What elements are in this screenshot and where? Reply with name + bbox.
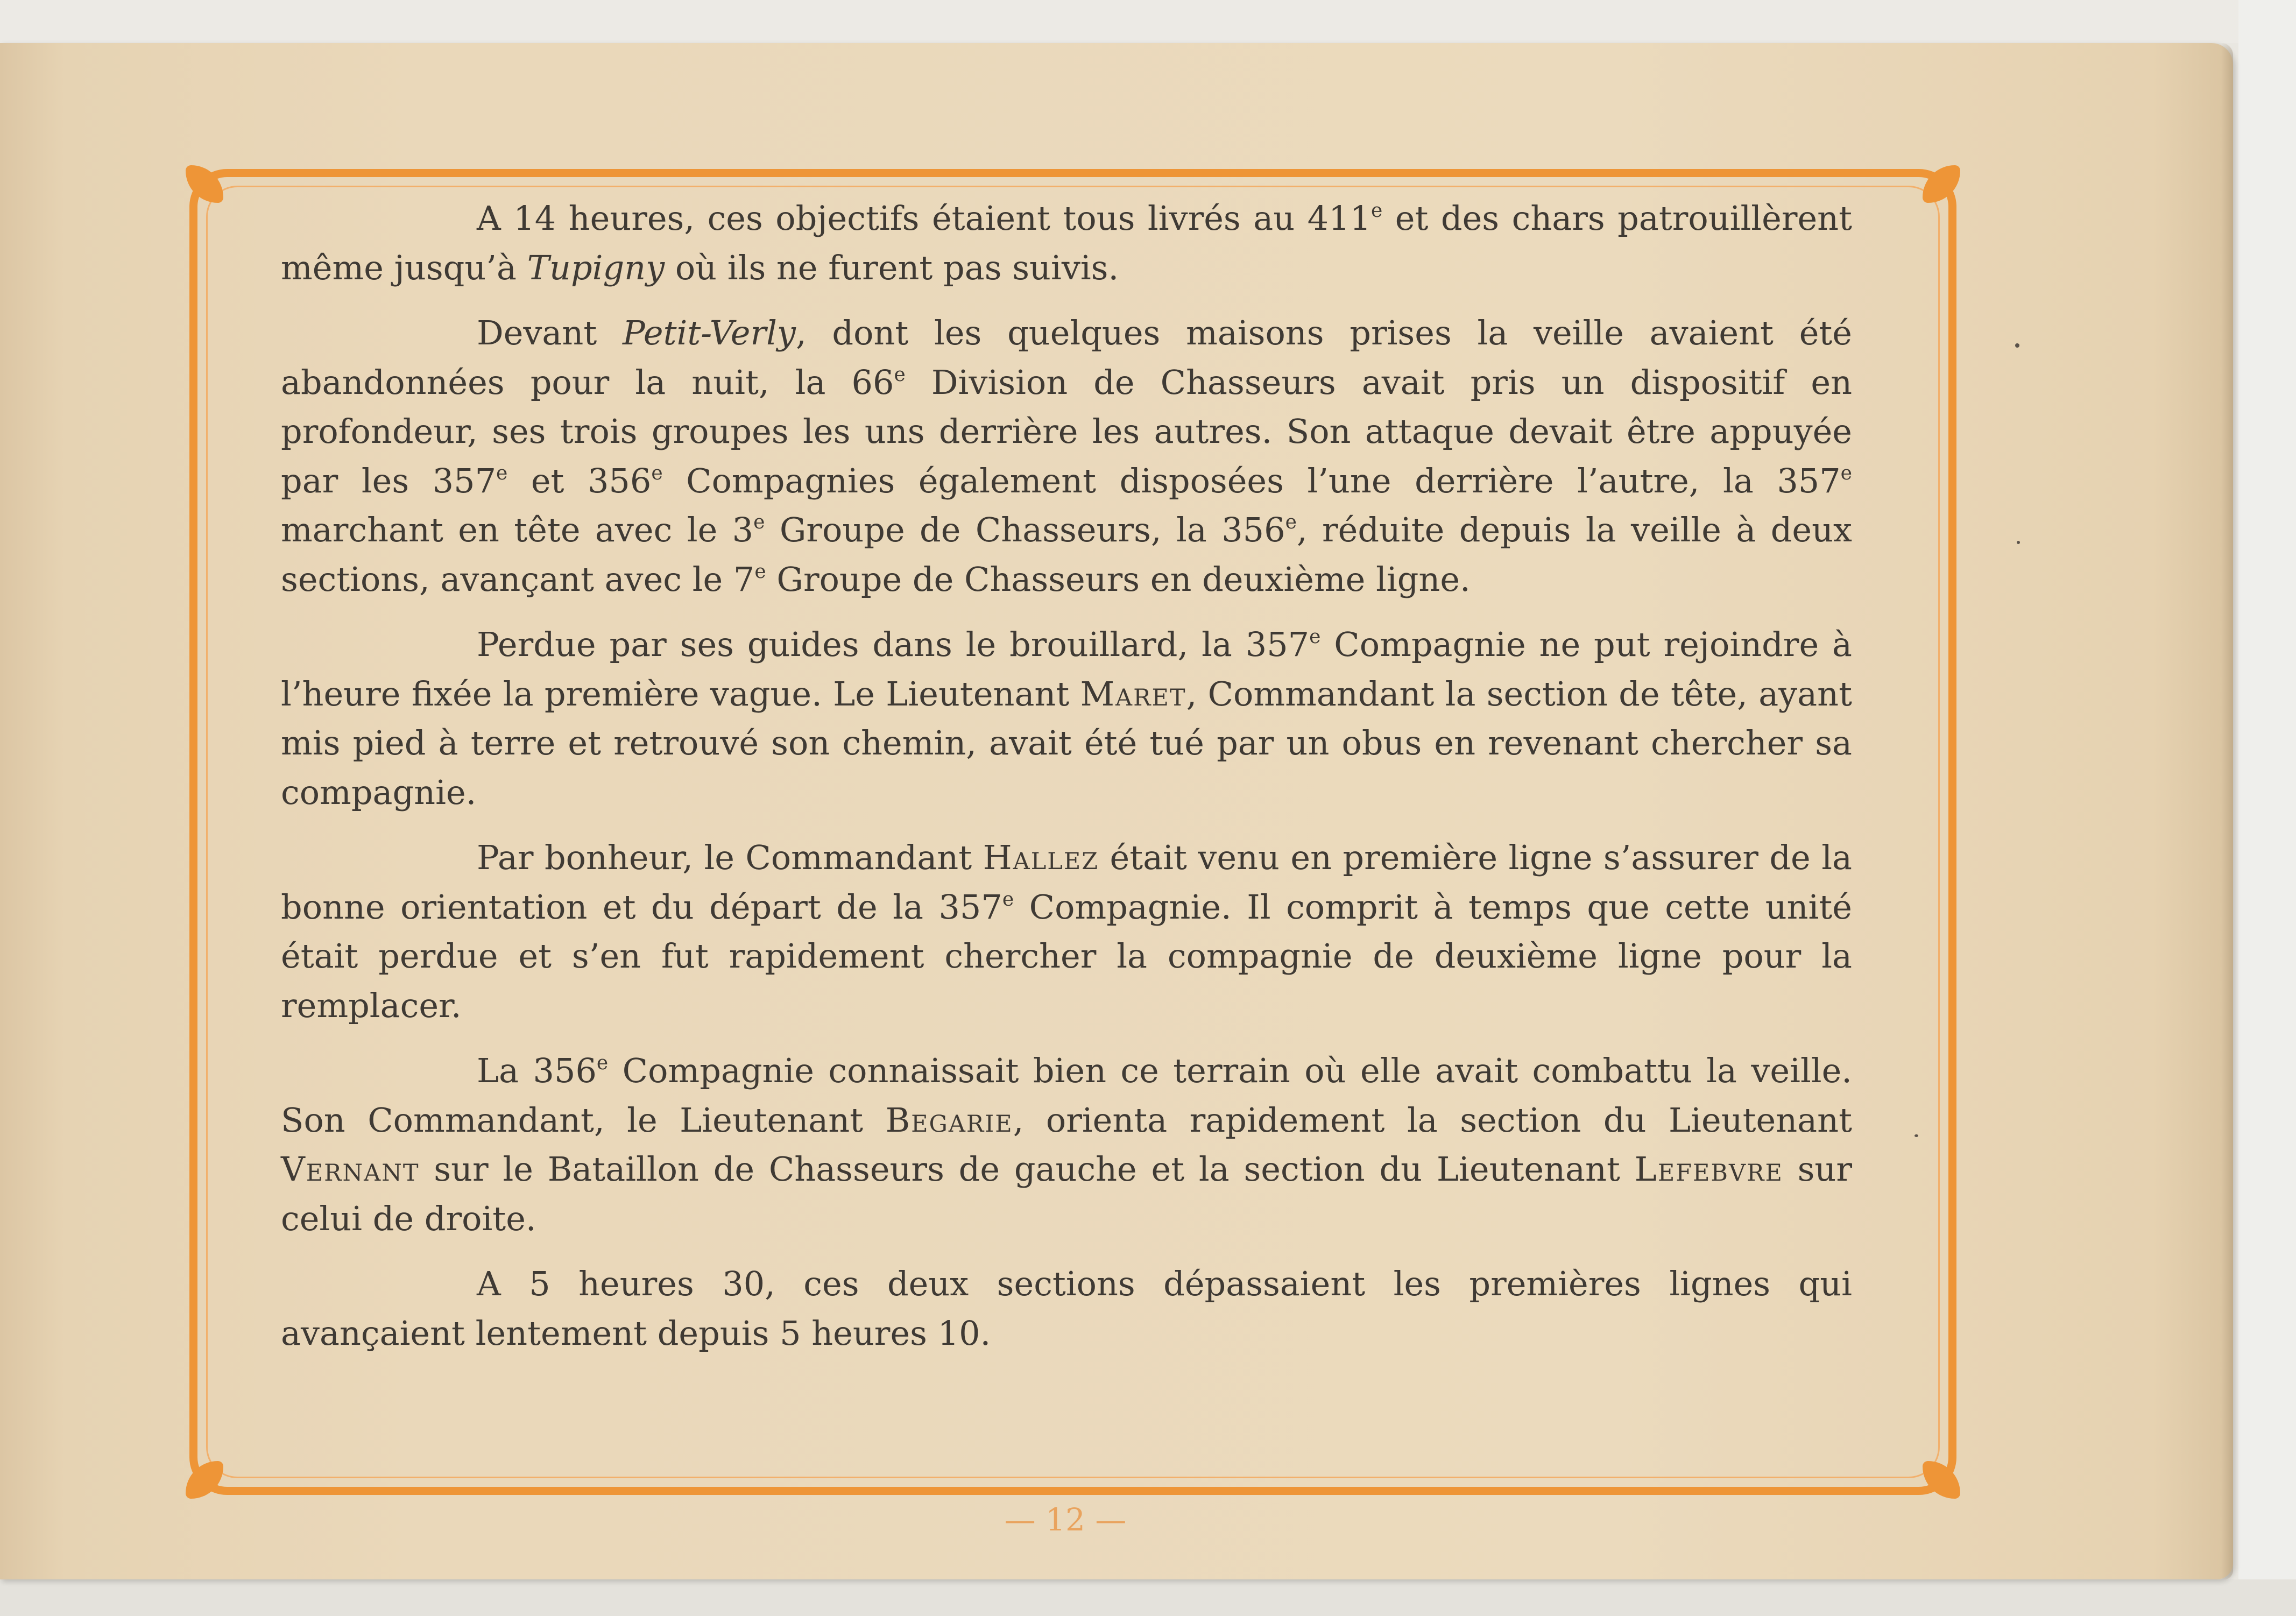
ordinal-superscript: e [1309,626,1321,648]
text-run: , orienta rapidement la section du Lieutenant [1013,1100,1852,1140]
ordinal-superscript: e [1002,888,1014,911]
text-run: Division de Chasseurs avait pris un dispositif en profondeur, ses trois groupes les uns derrière les autres. Son attaque devait être appuyée par les 357 [281,362,1852,500]
text-run: Devant [477,313,623,352]
text-run: Compagnie ne put rejoindre à l’heure fixée la première vague. Le Lieutenant [281,625,1852,714]
frame-corner-top-left [186,165,223,203]
text-run: Groupe de Chasseurs en deuxième ligne. [766,559,1471,599]
ordinal-superscript: e [1370,200,1383,222]
text-run: marchant en tête avec le 3 [281,510,754,549]
text-run: A 14 heures, ces objectifs étaient tous livrés au 411 [477,199,1371,238]
print-speck [2017,541,2020,544]
text-run: et 356 [507,461,652,500]
text-run: où ils ne furent pas suivis. [665,248,1119,287]
paragraph [281,308,1852,604]
ordinal-superscript: e [753,511,765,533]
text-run: , dont les quelques maisons prises la veille avaient été abandonnées pour la nuit, la 66 [281,313,1852,402]
ordinal-superscript: e [754,560,766,583]
person-name: Begarie [885,1100,1013,1140]
text-run: Par bonheur, le Commandant [477,838,983,877]
body-text [281,194,1852,1374]
text-run: sur le Bataillon de Chasseurs de gauche et la section du Lieutenant [419,1149,1635,1189]
text-run: A 5 heures 30, ces deux sections dépassaient les premières lignes qui avançaient lentement depuis 5 heures 10. [281,1264,1852,1353]
ordinal-superscript: e [651,462,663,484]
paragraph [281,620,1852,817]
place-name: Tupigny [527,248,665,287]
text-run: Compagnie connaissait bien ce terrain où elle avait combattu la veille. Son Commandant, le Lieutenant [281,1051,1853,1140]
text-run: était venu en première ligne s’assurer de la bonne orientation et du départ de la 357 [281,838,1852,927]
person-name: Vernant [281,1149,420,1189]
paragraph [281,1259,1852,1358]
paragraph [281,833,1852,1030]
text-run: , réduite depuis la veille à deux sections, avançant avec le 7 [281,510,1853,599]
paragraph [281,194,1852,292]
paragraph [281,1046,1852,1243]
text-run: Groupe de Chasseurs, la 356 [765,510,1285,549]
text-run: Compagnie. Il comprit à temps que cette unité était perdue et s’en fut rapidement chercher la compagnie de deuxième ligne pour la remplacer. [281,887,1852,1025]
frame-corner-bottom-left [186,1461,223,1499]
ordinal-superscript: e [1285,511,1297,533]
page-number: — 12 — [1004,1501,1127,1538]
ordinal-superscript: e [496,462,508,484]
text-run: La 356 [477,1051,597,1090]
text-run: et des chars patrouillèrent même jusqu’à [281,199,1852,287]
scan-background-right [2238,0,2296,1616]
person-name: Maret [1080,674,1186,714]
person-name: Hallez [983,838,1099,877]
scan-background-top [0,0,2296,43]
scan-background-bottom [0,1579,2296,1616]
page-edge-shadow [2221,43,2233,1579]
text-run: Perdue par ses guides dans le brouillard, la 357 [477,625,1310,664]
place-name: Petit-Verly [622,313,796,352]
print-speck [2015,343,2019,348]
text-run: Compagnies également disposées l’une derrière l’autre, la 357 [662,461,1841,500]
ordinal-superscript: e [596,1052,609,1074]
frame-corner-bottom-right [1923,1461,1960,1499]
print-speck [1914,1134,1918,1137]
person-name: Lefebvre [1634,1149,1783,1189]
text-run: sur celui de droite. [281,1149,1853,1238]
frame-corner-top-right [1923,165,1960,203]
text-run: , Commandant la section de tête, ayant mis pied à terre et retrouvé son chemin, avait été tué par un obus en revenant chercher sa compagnie. [281,674,1852,812]
ordinal-superscript: e [1840,462,1852,484]
ordinal-superscript: e [894,363,906,386]
